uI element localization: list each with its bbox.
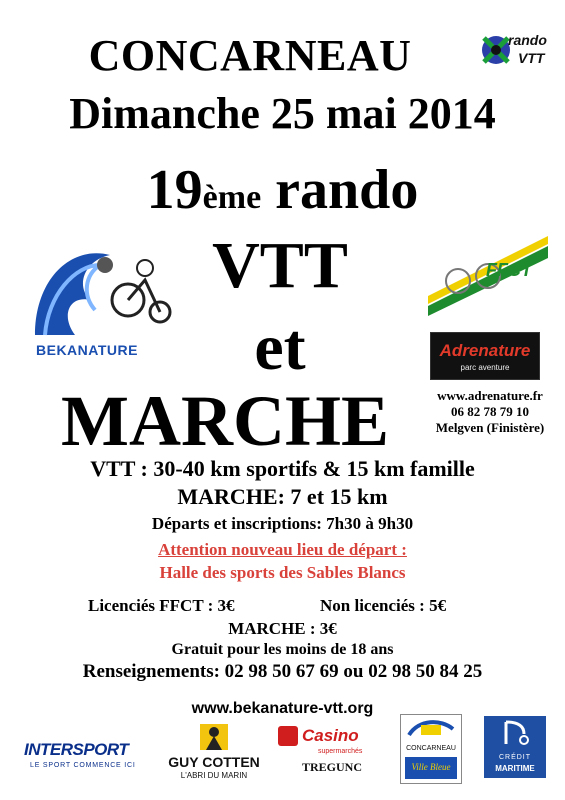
guy-cotten-logo xyxy=(164,722,264,784)
concarneau-blue-band xyxy=(405,757,457,779)
price-licensed: Licenciés FFCT : 3€ xyxy=(88,596,235,615)
credit-maritime-line2: MARITIME xyxy=(495,764,535,773)
adrenature-logo-subtext: parc aventure xyxy=(460,363,510,372)
rando-vtt-logo-top: rando xyxy=(508,32,547,48)
adrenature-phone: 06 82 78 79 10 xyxy=(451,404,529,419)
intersport-logo xyxy=(24,740,156,776)
casino-subtext: supermarchés xyxy=(318,748,363,755)
intersport-tagline: LE SPORT COMMENCE ICI xyxy=(30,762,136,769)
event-date: Dimanche 25 mai 2014 xyxy=(69,89,496,138)
vtt-heading: VTT xyxy=(212,229,348,302)
rando-vtt-logo xyxy=(478,30,558,74)
edition-number: 19 xyxy=(146,159,203,221)
rando-vtt-logo-bottom: VTT xyxy=(518,50,545,66)
marche-distances: MARCHE: 7 et 15 km xyxy=(177,484,388,509)
adrenature-logo xyxy=(430,332,540,380)
and-heading: et xyxy=(254,311,306,384)
guy-cotten-tagline: L'ABRI DU MARIN xyxy=(180,771,248,780)
credit-maritime-logo xyxy=(484,716,546,778)
departure-times: Départs et inscriptions: 7h30 à 9h30 xyxy=(151,514,414,533)
bekanature-logo xyxy=(30,240,180,365)
adrenature-location: Melgven (Finistère) xyxy=(435,420,545,435)
departure-venue: Halle des sports des Sables Blancs xyxy=(159,563,406,582)
concarneau-city-logo xyxy=(400,714,462,784)
casino-logo-text: Casino xyxy=(302,726,359,745)
credit-maritime-line1: CRÉDIT xyxy=(498,754,532,761)
free-under-18: Gratuit pour les moins de 18 ans xyxy=(171,641,394,658)
marche-heading: MARCHE xyxy=(61,381,389,461)
intersport-logo-text: INTERSPORT xyxy=(24,740,129,759)
adrenature-website: www.adrenature.fr xyxy=(437,388,543,403)
edition-suffix: ème xyxy=(202,179,262,216)
concarneau-ville-bleue: Ville Bleue xyxy=(411,762,451,772)
bekanature-logo-text: BEKANATURE xyxy=(36,342,138,358)
ffct-logo-text: FFCT xyxy=(486,260,532,280)
price-marche: MARCHE : 3€ xyxy=(228,619,337,638)
vtt-distances: VTT : 30-40 km sportifs & 15 km famille xyxy=(90,456,475,481)
city-title: CONCARNEAU xyxy=(88,31,412,80)
bekanature-website: www.bekanature-vtt.org xyxy=(191,700,374,717)
attention-notice: Attention nouveau lieu de départ : xyxy=(158,540,407,559)
casino-town: TREGUNC xyxy=(302,760,363,774)
casino-flower-icon xyxy=(278,726,298,746)
guy-cotten-logo-text: GUY COTTEN xyxy=(168,754,260,770)
ffct-logo xyxy=(428,236,548,316)
edition-title xyxy=(0,158,565,222)
info-phones: Renseignements: 02 98 50 67 69 ou 02 98 50 84 25 xyxy=(82,661,483,682)
adrenature-logo-text: Adrenature xyxy=(439,341,531,360)
casino-logo xyxy=(278,726,386,778)
price-unlicensed: Non licenciés : 5€ xyxy=(320,596,447,615)
edition-word: rando xyxy=(275,159,419,221)
concarneau-city-logo-text: CONCARNEAU xyxy=(406,745,456,752)
